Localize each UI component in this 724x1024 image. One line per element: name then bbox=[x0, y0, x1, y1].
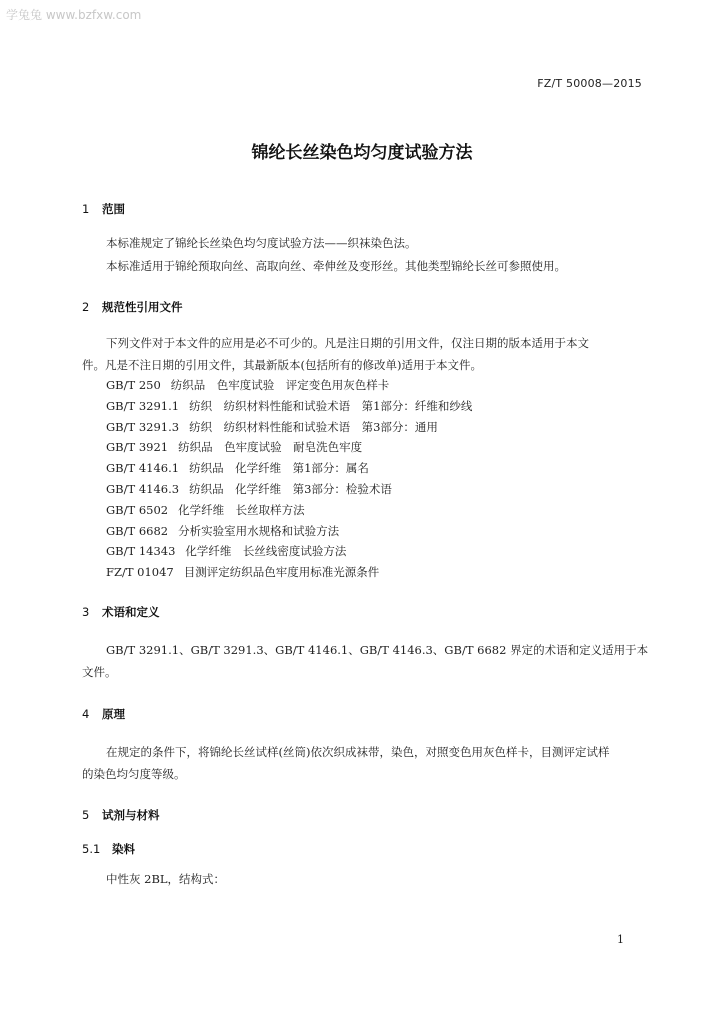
section-number: 4 bbox=[82, 707, 90, 721]
reference-title: 纺织品 色牢度试验 耐皂洗色牢度 bbox=[178, 440, 363, 455]
reference-code: GB/T 4146.1 bbox=[106, 461, 180, 476]
section-4-paragraph-line-1: 在规定的条件下，将锦纶长丝试样(丝筒)依次织成袜带，染色，对照变色用灰色样卡，目测评定试样 bbox=[106, 745, 610, 759]
section-title: 规范性引用文件 bbox=[102, 300, 183, 314]
section-5-1-paragraph: 中性灰 2BL，结构式： bbox=[106, 872, 226, 886]
reference-item bbox=[106, 543, 346, 559]
section-1-paragraph-2: 本标准适用于锦纶预取向丝、高取向丝、牵伸丝及变形丝。其他类型锦纶长丝可参照使用。 bbox=[106, 259, 566, 273]
section-number: 1 bbox=[82, 202, 90, 216]
reference-title: 化学纤维 长丝线密度试验方法 bbox=[185, 544, 347, 559]
reference-code: GB/T 250 bbox=[106, 378, 161, 392]
reference-title: 化学纤维 长丝取样方法 bbox=[178, 502, 305, 517]
reference-title: 纺织品 化学纤维 第1部分：属名 bbox=[189, 461, 369, 476]
reference-title: 分析实验室用水规格和试验方法 bbox=[178, 523, 340, 538]
reference-title: 纺织 纺织材料性能和试验术语 第1部分：纤维和纱线 bbox=[189, 398, 473, 413]
section-5-1-heading bbox=[82, 841, 135, 857]
section-5-heading bbox=[82, 807, 160, 823]
reference-item bbox=[106, 398, 472, 414]
reference-item bbox=[106, 481, 392, 497]
reference-item bbox=[106, 419, 438, 435]
section-3-paragraph-line-2: 文件。 bbox=[82, 665, 117, 679]
standard-number: FZ/T 50008—2015 bbox=[537, 77, 642, 90]
reference-code: GB/T 3291.1 bbox=[106, 398, 180, 413]
section-4-heading bbox=[82, 706, 125, 722]
section-1-heading bbox=[82, 201, 125, 217]
reference-code: GB/T 4146.3 bbox=[106, 482, 180, 496]
reference-code: GB/T 3921 bbox=[106, 440, 169, 455]
reference-code: GB/T 6502 bbox=[106, 502, 169, 517]
section-title: 原理 bbox=[102, 707, 125, 721]
section-3-heading bbox=[82, 604, 160, 620]
section-number: 5.1 bbox=[82, 842, 101, 856]
reference-code: GB/T 14343 bbox=[106, 544, 176, 559]
section-2-paragraph-line-2: 件。凡是不注日期的引用文件，其最新版本(包括所有的修改单)适用于本文件。 bbox=[82, 358, 482, 372]
section-number: 5 bbox=[82, 808, 90, 822]
page-number: 1 bbox=[617, 933, 624, 946]
reference-item bbox=[106, 564, 379, 580]
section-number: 3 bbox=[82, 605, 90, 619]
reference-code: FZ/T 01047 bbox=[106, 565, 174, 580]
reference-code: GB/T 6682 bbox=[106, 523, 169, 538]
reference-item bbox=[106, 377, 389, 393]
reference-title: 目测评定纺织品色牢度用标准光源条件 bbox=[183, 565, 380, 580]
section-title: 术语和定义 bbox=[102, 605, 160, 619]
section-title: 试剂与材料 bbox=[102, 808, 160, 822]
section-2-heading bbox=[82, 299, 183, 315]
reference-item bbox=[106, 460, 369, 476]
reference-item bbox=[106, 502, 305, 518]
reference-title: 纺织 纺织材料性能和试验术语 第3部分：通用 bbox=[189, 419, 438, 434]
reference-code: GB/T 3291.3 bbox=[106, 419, 180, 434]
reference-title: 纺织品 化学纤维 第3部分：检验术语 bbox=[189, 482, 392, 496]
watermark-text: 学兔兔 www.bzfxw.com bbox=[6, 8, 142, 22]
section-4-paragraph-line-2: 的染色均匀度等级。 bbox=[82, 767, 186, 781]
reference-title: 纺织品 色牢度试验 评定变色用灰色样卡 bbox=[170, 378, 390, 392]
section-2-paragraph-line-1: 下列文件对于本文件的应用是必不可少的。凡是注日期的引用文件，仅注日期的版本适用于本文 bbox=[106, 336, 589, 350]
section-number: 2 bbox=[82, 300, 90, 314]
section-1-paragraph-1: 本标准规定了锦纶长丝染色均匀度试验方法——织袜染色法。 bbox=[106, 236, 417, 250]
document-title: 锦纶长丝染色均匀度试验方法 bbox=[251, 143, 473, 163]
section-3-paragraph-line-1: GB/T 3291.1、GB/T 3291.3、GB/T 4146.1、GB/T 4146.3、GB/T 6682 界定的术语和定义适用于本 bbox=[106, 643, 649, 657]
reference-item bbox=[106, 523, 339, 539]
section-title: 范围 bbox=[102, 202, 125, 216]
reference-item bbox=[106, 439, 362, 455]
section-title: 染料 bbox=[112, 842, 135, 856]
